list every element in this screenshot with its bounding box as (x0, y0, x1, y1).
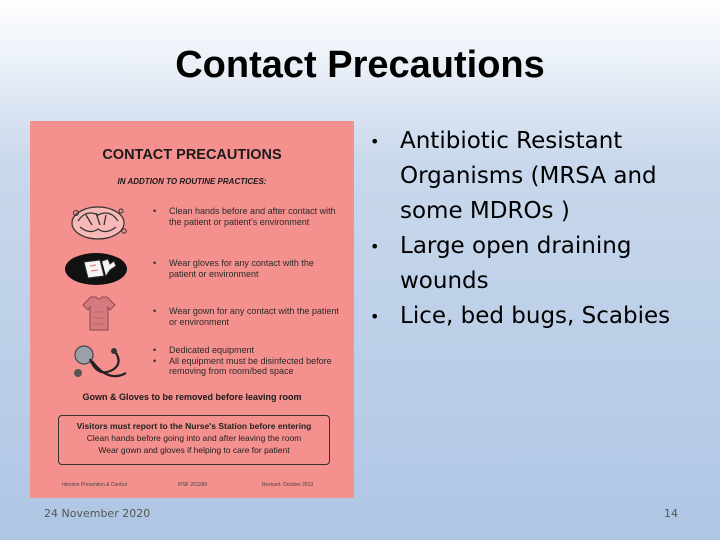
poster-footer-item: nfection Prevention & Control (62, 482, 128, 488)
poster-footer-item: IPSF 203289 (178, 482, 208, 488)
poster-visitors-line: Clean hands before going into and after leaving the room (86, 433, 302, 443)
poster-bullet: • All equipment must be disinfected before removing from room/bed space (152, 356, 342, 377)
poster-visitors-line: Wear gown and gloves if helping to care for patient (98, 445, 290, 455)
stethoscope-icon (70, 339, 128, 383)
poster-bullet: • Wear gown for any contact with the patient or environment (152, 306, 342, 327)
poster-section-hands (152, 206, 342, 227)
slide-bullet-list (370, 124, 700, 334)
gloves-icon (64, 252, 128, 286)
poster-gown-note: Gown & Gloves to be removed before leaving room (82, 392, 302, 402)
poster-visitors-box (58, 415, 330, 465)
poster-bullet: • Dedicated equipment (152, 345, 342, 356)
poster-bullet: • Clean hands before and after contact with the patient or patient's environment (152, 206, 342, 227)
slide-title: Contact Precautions (175, 44, 545, 86)
poster-footer (30, 482, 354, 494)
poster-visitors-line: Visitors must report to the Nurse's Station before entering (76, 421, 312, 431)
slide-bullet: • Antibiotic Resistant Organisms (MRSA and some MDROs ) (370, 124, 700, 229)
poster-footer-item: Revised: October 2013 (262, 482, 314, 488)
poster-section-gloves (152, 258, 342, 279)
footer-date: 24 November 2020 (44, 507, 151, 520)
gown-icon (82, 294, 116, 332)
page-number: 14 (664, 507, 678, 520)
poster-bullet: • Wear gloves for any contact with the patient or environment (152, 258, 342, 279)
poster-subtitle: IN ADDTION TO ROUTINE PRACTICES: (117, 177, 267, 186)
hand-washing-icon (66, 201, 130, 245)
poster-title: CONTACT PRECAUTIONS (102, 147, 282, 163)
slide-bullet: • Lice, bed bugs, Scabies (370, 299, 700, 334)
slide-bullet: • Large open draining wounds (370, 229, 700, 299)
poster-section-gown (152, 306, 342, 327)
contact-precautions-poster (30, 121, 354, 498)
poster-section-equipment (152, 345, 342, 377)
